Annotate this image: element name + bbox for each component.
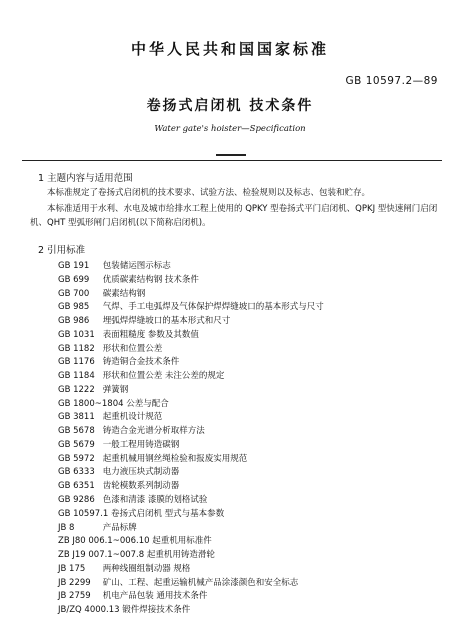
section-2-heading: 2 引用标准 [38,245,86,256]
reference-title: 矿山、工程、起重运输机械产品涂漆颜色和安全标志 [102,577,299,588]
reference-code: GB 5972 [58,453,95,464]
rule-mark [216,154,246,156]
reference-title: 铸造合金光谱分析取样方法 [102,426,205,437]
reference-item [58,356,324,370]
reference-code: GB 191 [58,261,90,271]
reference-item [58,343,324,357]
reference-title: 齿轮模数系列制动器 [102,481,180,492]
reference-code: GB 3811 [58,412,95,423]
reference-item [58,274,324,288]
reference-code: GB 986 [58,316,90,327]
section-1-paragraph-2 [30,202,440,230]
reference-code: JB 8 [58,522,75,533]
reference-item [58,604,324,618]
reference-code: JB 2299 [58,577,91,588]
reference-item [58,494,324,508]
reference-item [58,480,324,494]
reference-title: 两种线圈组制动器 规格 [102,563,191,574]
reference-title: 气焊、手工电弧焊及气体保护焊焊缝坡口的基本形式与尺寸 [102,302,324,313]
reference-title: 起重机设计规范 [102,412,163,423]
reference-code: GB 1031 [58,329,95,340]
document-header-org: 中华人民共和国国家标准 [130,40,329,58]
reference-code: ZB J80 006.1~006.10 [58,536,150,547]
reference-title: 卷扬式启闭机 型式与基本参数 [110,508,225,519]
horizontal-rule [22,160,442,161]
reference-item [58,563,324,577]
reference-code: JB 2759 [58,591,91,602]
reference-code: GB 9286 [58,495,95,506]
reference-item [58,439,324,453]
reference-title: 起重机械用钢丝绳检验和报废实用规范 [102,453,248,464]
standard-number: GB 10597.2—89 [345,75,438,87]
reference-item [58,535,324,549]
reference-title: 弹簧钢 [102,384,129,395]
reference-code: JB/ZQ 4000.13 [58,605,120,616]
section-1-paragraph-1-text: 本标准规定了卷扬式启闭机的技术要求、试验方法、检验规则以及标志、包装和贮存。 [47,188,371,198]
reference-item [58,577,324,591]
reference-title: 公差与配合 [126,398,169,409]
document-title: 卷扬式启闭机 技术条件 [146,98,314,114]
reference-title: 碳素结构钢 [102,288,146,299]
reference-item [58,288,324,302]
reference-title: 锻件焊接技术条件 [122,605,191,616]
reference-code: GB 6333 [58,467,95,478]
reference-title: 埋弧焊焊缝坡口的基本形式和尺寸 [102,316,231,327]
reference-code: GB 1176 [58,357,95,368]
reference-item [58,425,324,439]
reference-code: GB 985 [58,302,90,313]
reference-list [58,260,324,618]
reference-code: GB 5679 [58,439,95,450]
reference-code: GB 10597.1 [58,508,109,519]
reference-title: 形状和位置公差 未注公差的规定 [102,371,225,382]
reference-title: 起重机用标准件 [152,536,212,547]
reference-title: 一般工程用铸造碳钢 [102,439,180,450]
reference-item [58,329,324,343]
reference-title: 起重机用铸造滑轮 [146,550,215,561]
reference-item [58,590,324,604]
reference-item [58,508,324,522]
reference-item [58,370,324,384]
reference-item [58,384,324,398]
reference-title: 铸造铜合金技术条件 [102,357,180,368]
reference-item [58,301,324,315]
reference-title: 表面粗糙度 参数及其数值 [102,329,199,340]
reference-code: GB 1184 [58,371,95,382]
reference-title: 产品标牌 [102,522,137,533]
reference-item [58,522,324,536]
reference-title: 色漆和清漆 漆膜的划格试验 [102,495,208,506]
reference-title: 机电产品包装 通用技术条件 [102,591,208,602]
reference-item [58,260,324,274]
reference-code: GB 1222 [58,384,95,395]
reference-title: 电力液压块式制动器 [102,467,180,478]
section-1-paragraph-2-text: 本标准适用于水利、水电及城市给排水工程上使用的 QPKY 型卷扬式平门启闭机、QPKJ 型快速闸门启闭机、QHT 型弧形闸门启闭机(以下简称启闭机)。 [30,204,438,228]
reference-code: GB 1182 [58,343,95,354]
section-1-paragraph-1 [30,186,440,200]
reference-code: GB 699 [58,274,90,285]
reference-code: GB 1800~1804 [58,398,124,409]
reference-item [58,398,324,412]
reference-code: JB 175 [58,563,86,574]
english-title: Water gate's hoister—Specification [154,124,306,134]
reference-item [58,453,324,467]
reference-item [58,315,324,329]
reference-code: GB 700 [58,288,90,299]
reference-code: GB 5678 [58,426,95,437]
reference-item [58,466,324,480]
reference-title: 包装储运图示标志 [102,261,171,271]
reference-item [58,549,324,563]
section-1-heading: 1 主题内容与适用范围 [38,173,133,184]
reference-title: 形状和位置公差 [102,343,163,354]
reference-code: GB 6351 [58,481,95,492]
reference-code: ZB J19 007.1~007.8 [58,550,145,561]
reference-title: 优质碳素结构钢 技术条件 [102,274,199,285]
reference-item [58,411,324,425]
